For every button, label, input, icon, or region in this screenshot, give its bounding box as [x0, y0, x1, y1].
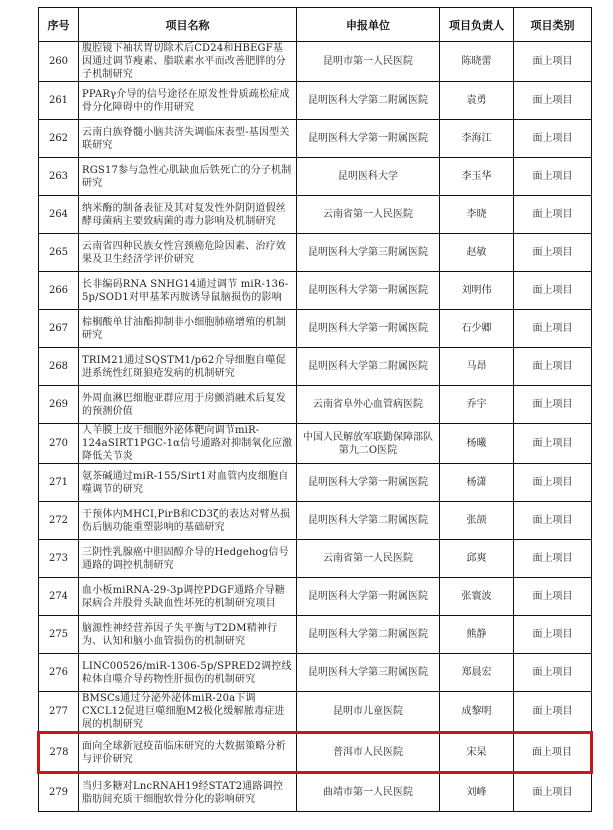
project-name-cell: 血小板miRNA-29-3p调控PDGF通路介导糖尿病合并股骨头缺血性坏死的机制研究项目: [79, 578, 297, 616]
seq-cell: 263: [39, 158, 79, 196]
applicant-unit-cell: 普洱市人民医院: [297, 733, 440, 773]
project-category-cell: 面上项目: [514, 272, 592, 310]
header-project-name: 项目名称: [79, 8, 297, 42]
seq-cell: 279: [39, 773, 79, 812]
applicant-unit-cell: 昆明医科大学第二附属医院: [297, 502, 440, 540]
seq-cell: 278: [39, 733, 79, 773]
project-name-cell: TRIM21通过SQSTM1/p62介导细胞自噬促进系统性红斑狼疮发病的机制研究: [79, 348, 297, 386]
table-header-row: [39, 8, 592, 42]
project-category-cell: 面上项目: [514, 502, 592, 540]
project-category-cell: 面上项目: [514, 196, 592, 234]
project-leader-cell: 邱爽: [440, 540, 514, 578]
project-category-cell: 面上项目: [514, 234, 592, 272]
project-leader-cell: 郑晨宏: [440, 654, 514, 692]
applicant-unit-cell: 昆明医科大学: [297, 158, 440, 196]
project-name-cell: 长非编码RNA SNHG14通过调节 miR-136-5p/SOD1对甲基苯丙胺诱导鼠脑损伤的影响: [79, 272, 297, 310]
seq-cell: 264: [39, 196, 79, 234]
seq-cell: 277: [39, 692, 79, 733]
table-row: [39, 120, 592, 158]
seq-cell: 273: [39, 540, 79, 578]
project-name-cell: 外周血淋巴细胞亚群应用于房颤消融术后复发的预测价值: [79, 386, 297, 424]
project-category-cell: 面上项目: [514, 424, 592, 464]
project-leader-cell: 李海江: [440, 120, 514, 158]
project-category-cell: 面上项目: [514, 464, 592, 502]
project-category-cell: 面上项目: [514, 82, 592, 120]
applicant-unit-cell: 昆明医科大学第一附属医院: [297, 120, 440, 158]
project-name-cell: 棕榈酸单甘油酯抑制非小细胞肺癌增殖的机制研究: [79, 310, 297, 348]
applicant-unit-cell: 曲靖市第一人民医院: [297, 773, 440, 812]
project-leader-cell: 杨潇: [440, 464, 514, 502]
applicant-unit-cell: 昆明医科大学第三附属医院: [297, 654, 440, 692]
applicant-unit-cell: 昆明医科大学第一附属医院: [297, 310, 440, 348]
project-name-cell: PPARγ介导的信号途径在原发性骨质疏松症成骨分化障碍中的作用研究: [79, 82, 297, 120]
project-table: [37, 7, 593, 812]
table-row: [39, 502, 592, 540]
project-name-cell: 干预体内MHCI,PirB和CD3ζ的表达对臂丛损伤后脑功能重塑影响的基础研究: [79, 502, 297, 540]
project-category-cell: 面上项目: [514, 386, 592, 424]
table-row: [39, 654, 592, 692]
applicant-unit-cell: 昆明市第一人民医院: [297, 42, 440, 82]
project-leader-cell: 成黎明: [440, 692, 514, 733]
seq-cell: 262: [39, 120, 79, 158]
seq-cell: 275: [39, 616, 79, 654]
project-name-cell: BMSCs通过分泌外泌体miR-20a下调CXCL12促进巨噬细胞M2极化缓解脓毒症进展的机制研究: [79, 692, 297, 733]
seq-cell: 272: [39, 502, 79, 540]
seq-cell: 268: [39, 348, 79, 386]
seq-cell: 276: [39, 654, 79, 692]
project-leader-cell: 陈晓蕾: [440, 42, 514, 82]
project-name-cell: 面向全球新冠疫苗临床研究的大数据策略分析与评价研究: [79, 733, 297, 773]
project-name-cell: 云南省四种民族女性宫颈癌危险因素、治疗效果及卫生经济学评价研究: [79, 234, 297, 272]
applicant-unit-cell: 云南省第一人民医院: [297, 196, 440, 234]
table-row: [39, 196, 592, 234]
project-name-cell: RGS17参与急性心肌缺血后铁死亡的分子机制研究: [79, 158, 297, 196]
applicant-unit-cell: 昆明医科大学第一附属医院: [297, 272, 440, 310]
table-row: [39, 578, 592, 616]
seq-cell: 274: [39, 578, 79, 616]
applicant-unit-cell: 昆明医科大学第二附属医院: [297, 616, 440, 654]
table-row: [39, 310, 592, 348]
table-row: [39, 692, 592, 733]
table-row: [39, 272, 592, 310]
project-name-cell: 腹腔镜下袖状胃切除术后CD24和HBEGF基因通过调节瘦素、脂联素水平而改善肥胖的分子机制研究: [79, 42, 297, 82]
seq-cell: 266: [39, 272, 79, 310]
project-leader-cell: 石少卿: [440, 310, 514, 348]
applicant-unit-cell: 中国人民解放军联勤保障部队第九二O医院: [297, 424, 440, 464]
project-leader-cell: 刘峰: [440, 773, 514, 812]
applicant-unit-cell: 昆明市儿童医院: [297, 692, 440, 733]
seq-cell: 269: [39, 386, 79, 424]
project-category-cell: 面上项目: [514, 616, 592, 654]
table-row: [39, 82, 592, 120]
project-leader-cell: 乔宇: [440, 386, 514, 424]
table-row: [39, 386, 592, 424]
table-row: [39, 42, 592, 82]
project-name-cell: 三阴性乳腺癌中胆固醇介导的Hedgehog信号通路的调控机制研究: [79, 540, 297, 578]
project-category-cell: 面上项目: [514, 578, 592, 616]
applicant-unit-cell: 云南省阜外心血管病医院: [297, 386, 440, 424]
applicant-unit-cell: 昆明医科大学第三附属医院: [297, 234, 440, 272]
project-name-cell: 纳米酶的制备表征及其对复发性外阴阴道假丝酵母菌病主要致病菌的毒力影响及机制研究: [79, 196, 297, 234]
table-row: [39, 234, 592, 272]
header-seq: 序号: [39, 8, 79, 42]
table-row: [39, 464, 592, 502]
seq-cell: 270: [39, 424, 79, 464]
seq-cell: 271: [39, 464, 79, 502]
applicant-unit-cell: 云南省第一人民医院: [297, 540, 440, 578]
table-row: [39, 158, 592, 196]
header-applicant-unit: 申报单位: [297, 8, 440, 42]
project-leader-cell: 杨曦: [440, 424, 514, 464]
applicant-unit-cell: 昆明医科大学第二附属医院: [297, 348, 440, 386]
project-category-cell: 面上项目: [514, 540, 592, 578]
project-name-cell: 当归多糖对LncRNAH19经STAT2通路调控脂肪间充质干细胞软骨分化的影响研究: [79, 773, 297, 812]
project-leader-cell: 李晓: [440, 196, 514, 234]
project-name-cell: LINC00526/miR-1306-5p/SPRED2调控线粒体自噬介导药物性肝损伤的机制研究: [79, 654, 297, 692]
project-leader-cell: 熊静: [440, 616, 514, 654]
project-category-cell: 面上项目: [514, 692, 592, 733]
project-category-cell: 面上项目: [514, 348, 592, 386]
project-name-cell: 氨茶碱通过miR-155/Sirt1对血管内皮细胞自噬调节的研究: [79, 464, 297, 502]
table-row: [39, 540, 592, 578]
project-leader-cell: 袁勇: [440, 82, 514, 120]
project-category-cell: 面上项目: [514, 310, 592, 348]
table-row-highlighted: [39, 733, 592, 773]
header-project-leader: 项目负责人: [440, 8, 514, 42]
project-leader-cell: 张寰波: [440, 578, 514, 616]
applicant-unit-cell: 昆明医科大学第一附属医院: [297, 578, 440, 616]
table-row: [39, 616, 592, 654]
project-category-cell: 面上项目: [514, 773, 592, 812]
project-leader-cell: 马昂: [440, 348, 514, 386]
project-category-cell: 面上项目: [514, 42, 592, 82]
project-leader-cell: 宋杲: [440, 733, 514, 773]
seq-cell: 261: [39, 82, 79, 120]
seq-cell: 267: [39, 310, 79, 348]
project-name-cell: 人羊膜上皮干细胞外泌体靶向调节miR-124aSIRT1PGC-1α信号通路对抑制氧化应激降低关节炎: [79, 424, 297, 464]
project-name-cell: 云南白族脊髓小脑共济失调临床表型-基因型关联研究: [79, 120, 297, 158]
project-category-cell: 面上项目: [514, 158, 592, 196]
project-leader-cell: 李玉华: [440, 158, 514, 196]
project-category-cell: 面上项目: [514, 654, 592, 692]
project-category-cell: 面上项目: [514, 120, 592, 158]
project-leader-cell: 张颉: [440, 502, 514, 540]
seq-cell: 260: [39, 42, 79, 82]
table-row: [39, 773, 592, 812]
project-category-cell: 面上项目: [514, 733, 592, 773]
table-row: [39, 424, 592, 464]
project-name-cell: 脑源性神经营养因子失平衡与T2DM精神行为、认知和脑小血管损伤的机制研究: [79, 616, 297, 654]
applicant-unit-cell: 昆明医科大学第一附属医院: [297, 464, 440, 502]
project-leader-cell: 赵敏: [440, 234, 514, 272]
seq-cell: 265: [39, 234, 79, 272]
header-project-category: 项目类别: [514, 8, 592, 42]
table-row: [39, 348, 592, 386]
project-leader-cell: 刘明伟: [440, 272, 514, 310]
applicant-unit-cell: 昆明医科大学第二附属医院: [297, 82, 440, 120]
